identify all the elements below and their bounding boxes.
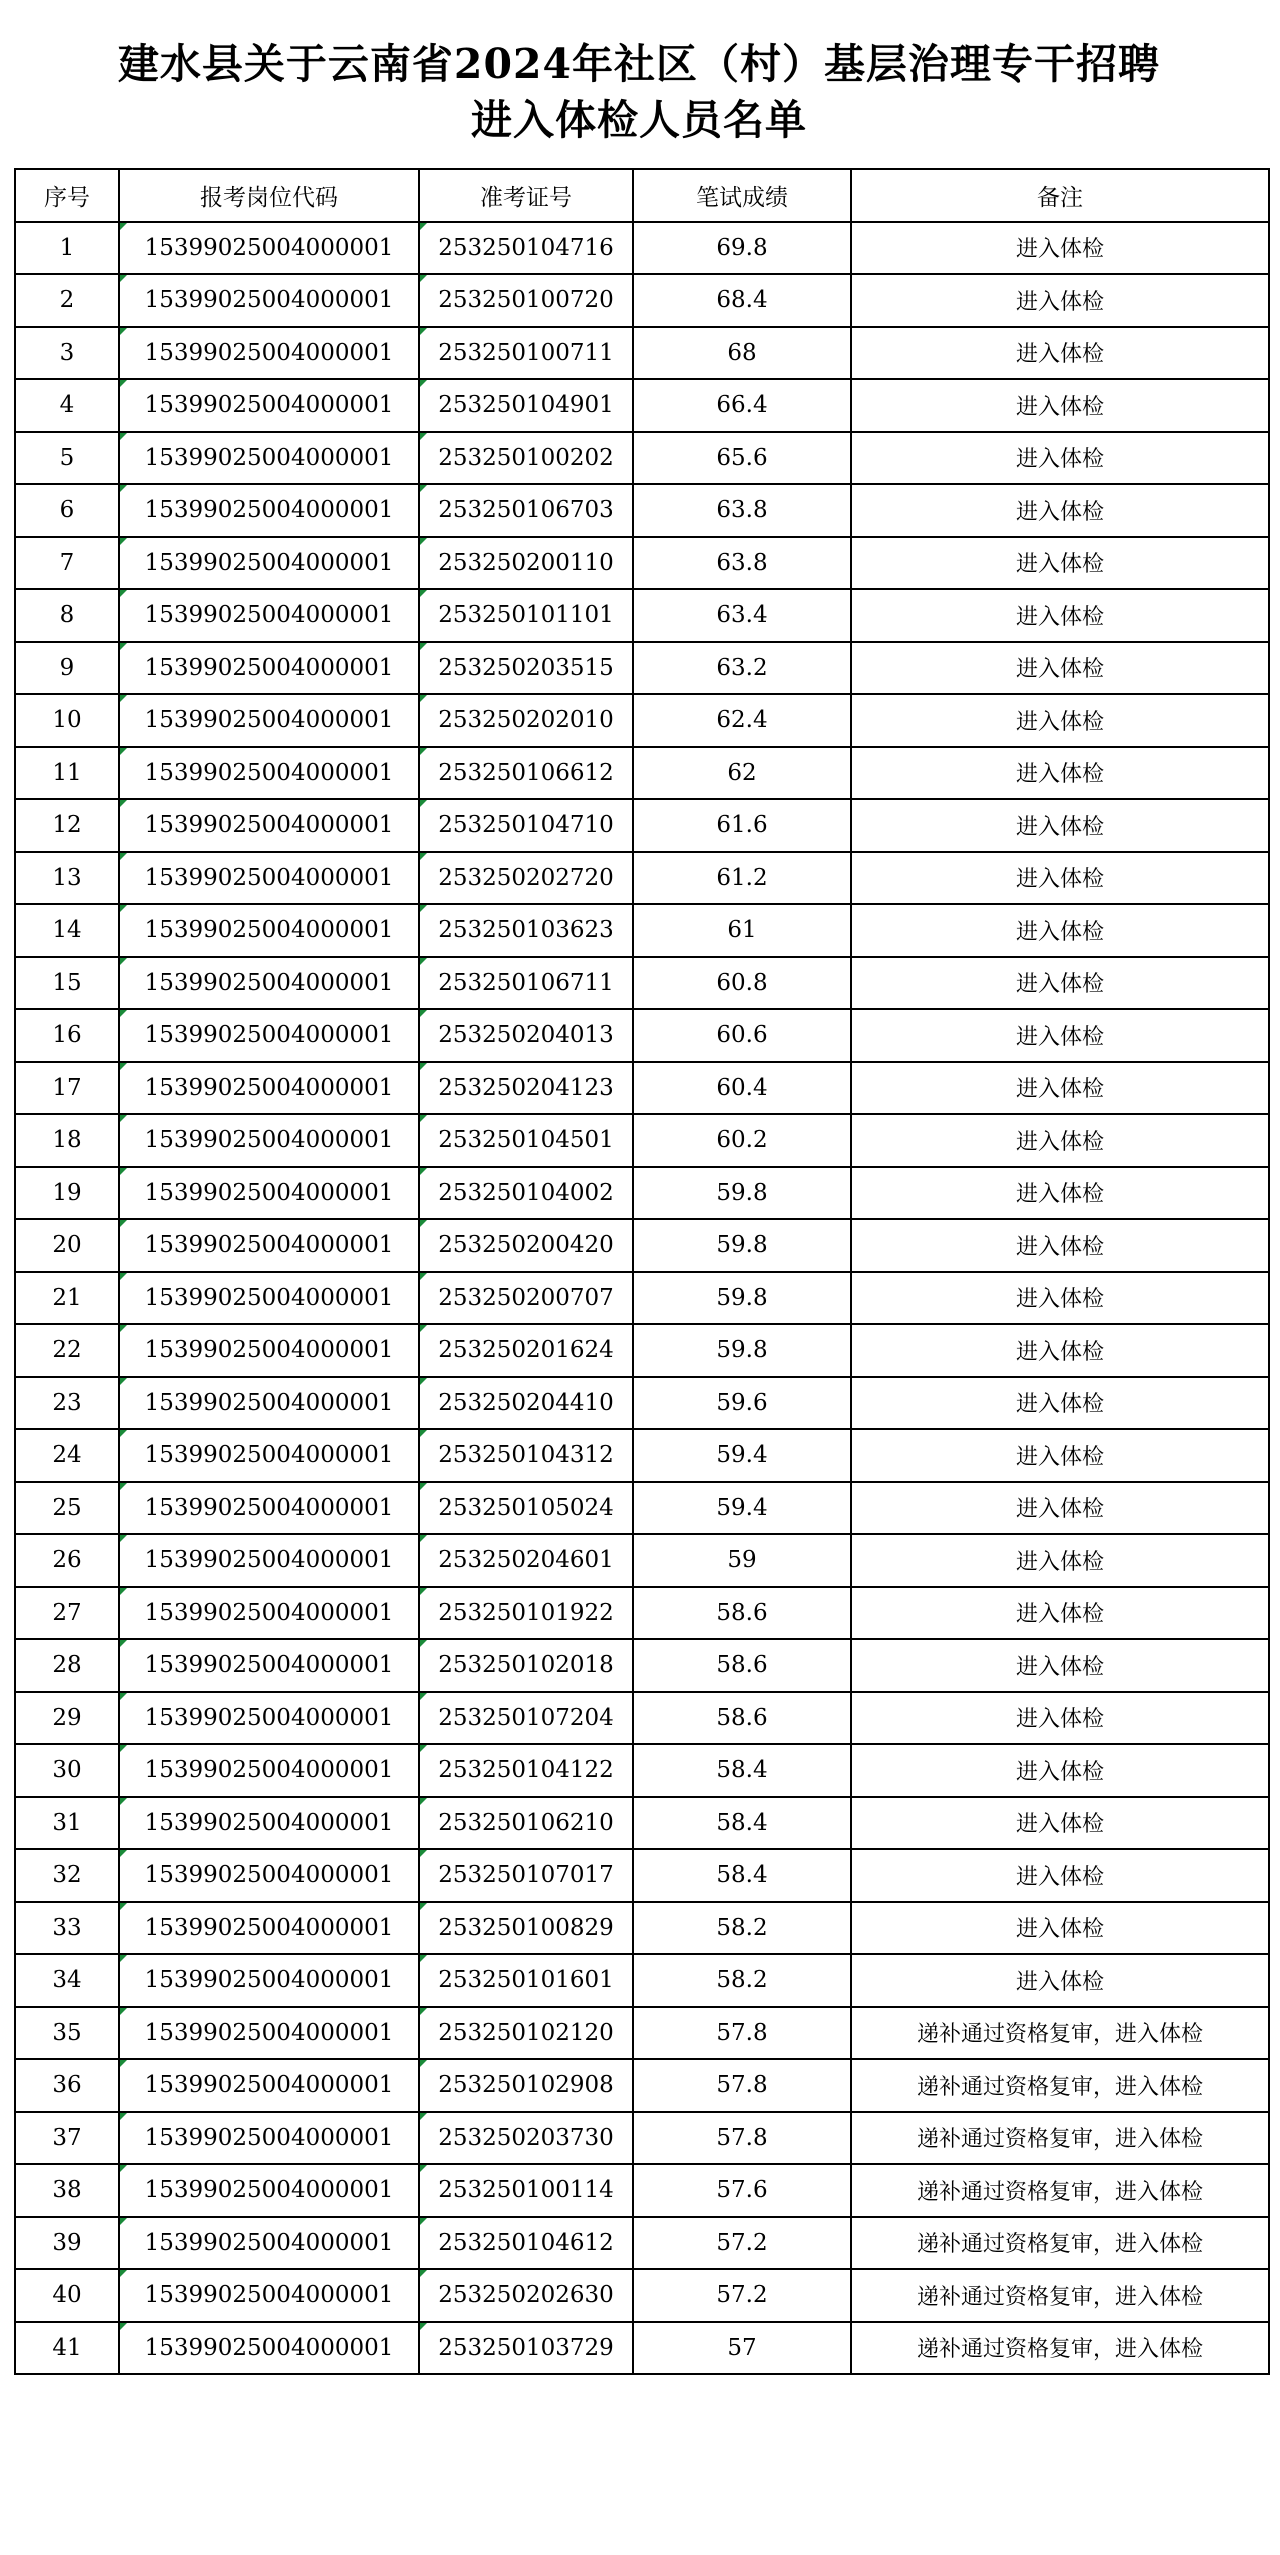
cell-exam-number: 253250104312 <box>419 1429 633 1482</box>
table-header-row <box>15 169 1269 222</box>
cell-seq: 13 <box>15 852 119 905</box>
cell-seq: 39 <box>15 2217 119 2270</box>
table-row <box>15 1587 1269 1640</box>
cell-remarks: 递补通过资格复审，进入体检 <box>851 2217 1269 2270</box>
cell-position-code: 15399025004000001 <box>119 379 419 432</box>
table-row <box>15 2269 1269 2322</box>
cell-seq: 11 <box>15 747 119 800</box>
cell-remarks: 进入体检 <box>851 222 1269 275</box>
cell-exam-number: 253250104122 <box>419 1744 633 1797</box>
cell-exam-number: 253250202010 <box>419 694 633 747</box>
table-body <box>15 222 1269 2375</box>
cell-exam-number: 253250107017 <box>419 1849 633 1902</box>
cell-written-score: 63.2 <box>633 642 851 695</box>
cell-exam-number: 253250201624 <box>419 1324 633 1377</box>
cell-written-score: 57.8 <box>633 2007 851 2060</box>
cell-exam-number: 253250102018 <box>419 1639 633 1692</box>
cell-exam-number: 253250202720 <box>419 852 633 905</box>
cell-position-code: 15399025004000001 <box>119 222 419 275</box>
table-row <box>15 2322 1269 2375</box>
cell-position-code: 15399025004000001 <box>119 484 419 537</box>
header-position-code: 报考岗位代码 <box>119 169 419 222</box>
cell-seq: 36 <box>15 2059 119 2112</box>
cell-written-score: 59.8 <box>633 1219 851 1272</box>
cell-exam-number: 253250204123 <box>419 1062 633 1115</box>
cell-seq: 29 <box>15 1692 119 1745</box>
cell-written-score: 63.8 <box>633 537 851 590</box>
cell-written-score: 57.2 <box>633 2269 851 2322</box>
cell-remarks: 进入体检 <box>851 1482 1269 1535</box>
page-subtitle: 进入体检人员名单 <box>471 96 807 144</box>
cell-seq: 7 <box>15 537 119 590</box>
cell-seq: 38 <box>15 2164 119 2217</box>
cell-written-score: 68 <box>633 327 851 380</box>
table-row <box>15 1639 1269 1692</box>
cell-position-code: 15399025004000001 <box>119 642 419 695</box>
cell-seq: 17 <box>15 1062 119 1115</box>
cell-remarks: 进入体检 <box>851 1954 1269 2007</box>
cell-written-score: 60.8 <box>633 957 851 1010</box>
cell-exam-number: 253250204410 <box>419 1377 633 1430</box>
table-row <box>15 642 1269 695</box>
cell-remarks: 进入体检 <box>851 1114 1269 1167</box>
cell-written-score: 57.6 <box>633 2164 851 2217</box>
cell-written-score: 60.6 <box>633 1009 851 1062</box>
cell-written-score: 61.2 <box>633 852 851 905</box>
cell-seq: 14 <box>15 904 119 957</box>
cell-exam-number: 253250104501 <box>419 1114 633 1167</box>
cell-exam-number: 253250204013 <box>419 1009 633 1062</box>
cell-remarks: 进入体检 <box>851 1849 1269 1902</box>
cell-seq: 16 <box>15 1009 119 1062</box>
cell-written-score: 59.8 <box>633 1324 851 1377</box>
cell-position-code: 15399025004000001 <box>119 1114 419 1167</box>
cell-remarks: 递补通过资格复审，进入体检 <box>851 2059 1269 2112</box>
table-row <box>15 379 1269 432</box>
cell-position-code: 15399025004000001 <box>119 1377 419 1430</box>
table-row <box>15 1377 1269 1430</box>
cell-remarks: 进入体检 <box>851 799 1269 852</box>
cell-remarks: 进入体检 <box>851 1272 1269 1325</box>
cell-written-score: 61 <box>633 904 851 957</box>
cell-position-code: 15399025004000001 <box>119 1692 419 1745</box>
cell-written-score: 62 <box>633 747 851 800</box>
table-row <box>15 1902 1269 1955</box>
cell-exam-number: 253250100711 <box>419 327 633 380</box>
table-row <box>15 957 1269 1010</box>
cell-written-score: 57.2 <box>633 2217 851 2270</box>
page-title: 建水县关于云南省2024年社区（村）基层治理专干招聘 <box>117 40 1161 88</box>
cell-written-score: 58.4 <box>633 1797 851 1850</box>
cell-position-code: 15399025004000001 <box>119 1534 419 1587</box>
cell-written-score: 69.8 <box>633 222 851 275</box>
table-row <box>15 747 1269 800</box>
cell-remarks: 进入体检 <box>851 904 1269 957</box>
cell-exam-number: 253250107204 <box>419 1692 633 1745</box>
cell-exam-number: 253250101601 <box>419 1954 633 2007</box>
cell-seq: 6 <box>15 484 119 537</box>
table-row <box>15 432 1269 485</box>
cell-remarks: 进入体检 <box>851 432 1269 485</box>
table-row <box>15 1692 1269 1745</box>
cell-seq: 3 <box>15 327 119 380</box>
cell-written-score: 60.4 <box>633 1062 851 1115</box>
cell-seq: 22 <box>15 1324 119 1377</box>
cell-exam-number: 253250203730 <box>419 2112 633 2165</box>
table-row <box>15 222 1269 275</box>
roster-table <box>14 168 1270 2375</box>
cell-written-score: 59 <box>633 1534 851 1587</box>
cell-remarks: 进入体检 <box>851 1429 1269 1482</box>
cell-position-code: 15399025004000001 <box>119 957 419 1010</box>
table-row <box>15 1114 1269 1167</box>
cell-seq: 20 <box>15 1219 119 1272</box>
cell-exam-number: 253250104612 <box>419 2217 633 2270</box>
cell-written-score: 58.4 <box>633 1744 851 1797</box>
cell-exam-number: 253250104710 <box>419 799 633 852</box>
table-row <box>15 1954 1269 2007</box>
cell-remarks: 进入体检 <box>851 1324 1269 1377</box>
cell-remarks: 进入体检 <box>851 484 1269 537</box>
cell-exam-number: 253250105024 <box>419 1482 633 1535</box>
cell-position-code: 15399025004000001 <box>119 1587 419 1640</box>
header-remarks: 备注 <box>851 169 1269 222</box>
cell-seq: 2 <box>15 274 119 327</box>
cell-seq: 5 <box>15 432 119 485</box>
cell-remarks: 进入体检 <box>851 274 1269 327</box>
table-row <box>15 327 1269 380</box>
cell-written-score: 57.8 <box>633 2112 851 2165</box>
cell-exam-number: 253250104002 <box>419 1167 633 1220</box>
cell-position-code: 15399025004000001 <box>119 1272 419 1325</box>
table-row <box>15 1744 1269 1797</box>
cell-exam-number: 253250100720 <box>419 274 633 327</box>
cell-seq: 12 <box>15 799 119 852</box>
cell-seq: 21 <box>15 1272 119 1325</box>
table-row <box>15 484 1269 537</box>
cell-position-code: 15399025004000001 <box>119 1744 419 1797</box>
table-row <box>15 2112 1269 2165</box>
table-row <box>15 1429 1269 1482</box>
cell-seq: 26 <box>15 1534 119 1587</box>
cell-seq: 30 <box>15 1744 119 1797</box>
table-row <box>15 2164 1269 2217</box>
cell-written-score: 58.4 <box>633 1849 851 1902</box>
cell-position-code: 15399025004000001 <box>119 1219 419 1272</box>
cell-remarks: 进入体检 <box>851 957 1269 1010</box>
cell-exam-number: 253250101101 <box>419 589 633 642</box>
cell-written-score: 66.4 <box>633 379 851 432</box>
cell-seq: 35 <box>15 2007 119 2060</box>
table-row <box>15 2007 1269 2060</box>
cell-seq: 8 <box>15 589 119 642</box>
table-row <box>15 274 1269 327</box>
table-row <box>15 1324 1269 1377</box>
header-exam-number: 准考证号 <box>419 169 633 222</box>
cell-written-score: 60.2 <box>633 1114 851 1167</box>
table-row <box>15 537 1269 590</box>
cell-written-score: 58.2 <box>633 1902 851 1955</box>
cell-written-score: 62.4 <box>633 694 851 747</box>
cell-remarks: 递补通过资格复审，进入体检 <box>851 2112 1269 2165</box>
cell-remarks: 进入体检 <box>851 1009 1269 1062</box>
cell-position-code: 15399025004000001 <box>119 1482 419 1535</box>
cell-remarks: 进入体检 <box>851 1377 1269 1430</box>
cell-written-score: 58.6 <box>633 1587 851 1640</box>
cell-seq: 32 <box>15 1849 119 1902</box>
cell-remarks: 进入体检 <box>851 1167 1269 1220</box>
cell-written-score: 61.6 <box>633 799 851 852</box>
cell-exam-number: 253250106210 <box>419 1797 633 1850</box>
cell-exam-number: 253250104716 <box>419 222 633 275</box>
cell-exam-number: 253250103729 <box>419 2322 633 2375</box>
table-row <box>15 799 1269 852</box>
cell-exam-number: 253250200420 <box>419 1219 633 1272</box>
cell-position-code: 15399025004000001 <box>119 1324 419 1377</box>
cell-written-score: 59.6 <box>633 1377 851 1430</box>
cell-remarks: 进入体检 <box>851 537 1269 590</box>
cell-seq: 37 <box>15 2112 119 2165</box>
cell-written-score: 59.4 <box>633 1482 851 1535</box>
cell-position-code: 15399025004000001 <box>119 274 419 327</box>
cell-remarks: 进入体检 <box>851 1219 1269 1272</box>
cell-position-code: 15399025004000001 <box>119 1849 419 1902</box>
title-block <box>14 20 1264 168</box>
table-row <box>15 1062 1269 1115</box>
cell-seq: 31 <box>15 1797 119 1850</box>
cell-remarks: 进入体检 <box>851 379 1269 432</box>
cell-seq: 27 <box>15 1587 119 1640</box>
table-row <box>15 2217 1269 2270</box>
cell-position-code: 15399025004000001 <box>119 2059 419 2112</box>
cell-remarks: 进入体检 <box>851 1902 1269 1955</box>
cell-seq: 33 <box>15 1902 119 1955</box>
cell-written-score: 59.4 <box>633 1429 851 1482</box>
cell-seq: 40 <box>15 2269 119 2322</box>
cell-remarks: 进入体检 <box>851 1639 1269 1692</box>
table-row <box>15 694 1269 747</box>
cell-exam-number: 253250200707 <box>419 1272 633 1325</box>
cell-remarks: 进入体检 <box>851 1587 1269 1640</box>
cell-position-code: 15399025004000001 <box>119 852 419 905</box>
cell-position-code: 15399025004000001 <box>119 694 419 747</box>
cell-position-code: 15399025004000001 <box>119 2269 419 2322</box>
cell-seq: 34 <box>15 1954 119 2007</box>
cell-position-code: 15399025004000001 <box>119 799 419 852</box>
cell-exam-number: 253250106711 <box>419 957 633 1010</box>
cell-exam-number: 253250103623 <box>419 904 633 957</box>
cell-exam-number: 253250202630 <box>419 2269 633 2322</box>
table-row <box>15 1219 1269 1272</box>
cell-exam-number: 253250101922 <box>419 1587 633 1640</box>
cell-seq: 4 <box>15 379 119 432</box>
cell-written-score: 68.4 <box>633 274 851 327</box>
cell-written-score: 65.6 <box>633 432 851 485</box>
cell-position-code: 15399025004000001 <box>119 432 419 485</box>
cell-written-score: 63.4 <box>633 589 851 642</box>
cell-position-code: 15399025004000001 <box>119 589 419 642</box>
cell-position-code: 15399025004000001 <box>119 2164 419 2217</box>
cell-written-score: 63.8 <box>633 484 851 537</box>
cell-position-code: 15399025004000001 <box>119 2322 419 2375</box>
cell-seq: 41 <box>15 2322 119 2375</box>
cell-written-score: 59.8 <box>633 1167 851 1220</box>
cell-exam-number: 253250100202 <box>419 432 633 485</box>
cell-remarks: 进入体检 <box>851 1744 1269 1797</box>
cell-written-score: 58.6 <box>633 1639 851 1692</box>
cell-position-code: 15399025004000001 <box>119 327 419 380</box>
cell-remarks: 进入体检 <box>851 1534 1269 1587</box>
cell-remarks: 递补通过资格复审，进入体检 <box>851 2007 1269 2060</box>
table-row <box>15 1167 1269 1220</box>
table-row <box>15 852 1269 905</box>
cell-remarks: 进入体检 <box>851 1692 1269 1745</box>
cell-seq: 24 <box>15 1429 119 1482</box>
cell-seq: 25 <box>15 1482 119 1535</box>
cell-position-code: 15399025004000001 <box>119 1954 419 2007</box>
cell-remarks: 进入体检 <box>851 747 1269 800</box>
table-row <box>15 904 1269 957</box>
cell-remarks: 进入体检 <box>851 694 1269 747</box>
cell-remarks: 递补通过资格复审，进入体检 <box>851 2164 1269 2217</box>
cell-exam-number: 253250106612 <box>419 747 633 800</box>
cell-position-code: 15399025004000001 <box>119 537 419 590</box>
cell-remarks: 进入体检 <box>851 1797 1269 1850</box>
cell-exam-number: 253250203515 <box>419 642 633 695</box>
cell-position-code: 15399025004000001 <box>119 1639 419 1692</box>
header-written-score: 笔试成绩 <box>633 169 851 222</box>
table-row <box>15 1534 1269 1587</box>
cell-exam-number: 253250106703 <box>419 484 633 537</box>
cell-exam-number: 253250102120 <box>419 2007 633 2060</box>
table-row <box>15 1272 1269 1325</box>
cell-position-code: 15399025004000001 <box>119 1429 419 1482</box>
cell-written-score: 57 <box>633 2322 851 2375</box>
cell-remarks: 进入体检 <box>851 327 1269 380</box>
cell-exam-number: 253250104901 <box>419 379 633 432</box>
cell-remarks: 递补通过资格复审，进入体检 <box>851 2322 1269 2375</box>
cell-seq: 19 <box>15 1167 119 1220</box>
table-row <box>15 589 1269 642</box>
table-row <box>15 1797 1269 1850</box>
cell-position-code: 15399025004000001 <box>119 1902 419 1955</box>
cell-position-code: 15399025004000001 <box>119 2217 419 2270</box>
table-row <box>15 1482 1269 1535</box>
cell-seq: 10 <box>15 694 119 747</box>
cell-position-code: 15399025004000001 <box>119 1797 419 1850</box>
cell-seq: 23 <box>15 1377 119 1430</box>
cell-seq: 28 <box>15 1639 119 1692</box>
cell-seq: 15 <box>15 957 119 1010</box>
cell-seq: 9 <box>15 642 119 695</box>
table-row <box>15 1009 1269 1062</box>
cell-exam-number: 253250200110 <box>419 537 633 590</box>
cell-position-code: 15399025004000001 <box>119 904 419 957</box>
cell-remarks: 进入体检 <box>851 589 1269 642</box>
cell-exam-number: 253250100829 <box>419 1902 633 1955</box>
cell-exam-number: 253250100114 <box>419 2164 633 2217</box>
cell-position-code: 15399025004000001 <box>119 2007 419 2060</box>
cell-seq: 18 <box>15 1114 119 1167</box>
table-row <box>15 1849 1269 1902</box>
cell-position-code: 15399025004000001 <box>119 1167 419 1220</box>
cell-position-code: 15399025004000001 <box>119 2112 419 2165</box>
cell-remarks: 进入体检 <box>851 642 1269 695</box>
cell-position-code: 15399025004000001 <box>119 1009 419 1062</box>
cell-remarks: 进入体检 <box>851 852 1269 905</box>
cell-written-score: 57.8 <box>633 2059 851 2112</box>
header-seq: 序号 <box>15 169 119 222</box>
cell-position-code: 15399025004000001 <box>119 1062 419 1115</box>
cell-seq: 1 <box>15 222 119 275</box>
table-row <box>15 2059 1269 2112</box>
cell-written-score: 58.6 <box>633 1692 851 1745</box>
cell-exam-number: 253250102908 <box>419 2059 633 2112</box>
cell-written-score: 59.8 <box>633 1272 851 1325</box>
cell-exam-number: 253250204601 <box>419 1534 633 1587</box>
cell-written-score: 58.2 <box>633 1954 851 2007</box>
cell-position-code: 15399025004000001 <box>119 747 419 800</box>
cell-remarks: 递补通过资格复审，进入体检 <box>851 2269 1269 2322</box>
cell-remarks: 进入体检 <box>851 1062 1269 1115</box>
